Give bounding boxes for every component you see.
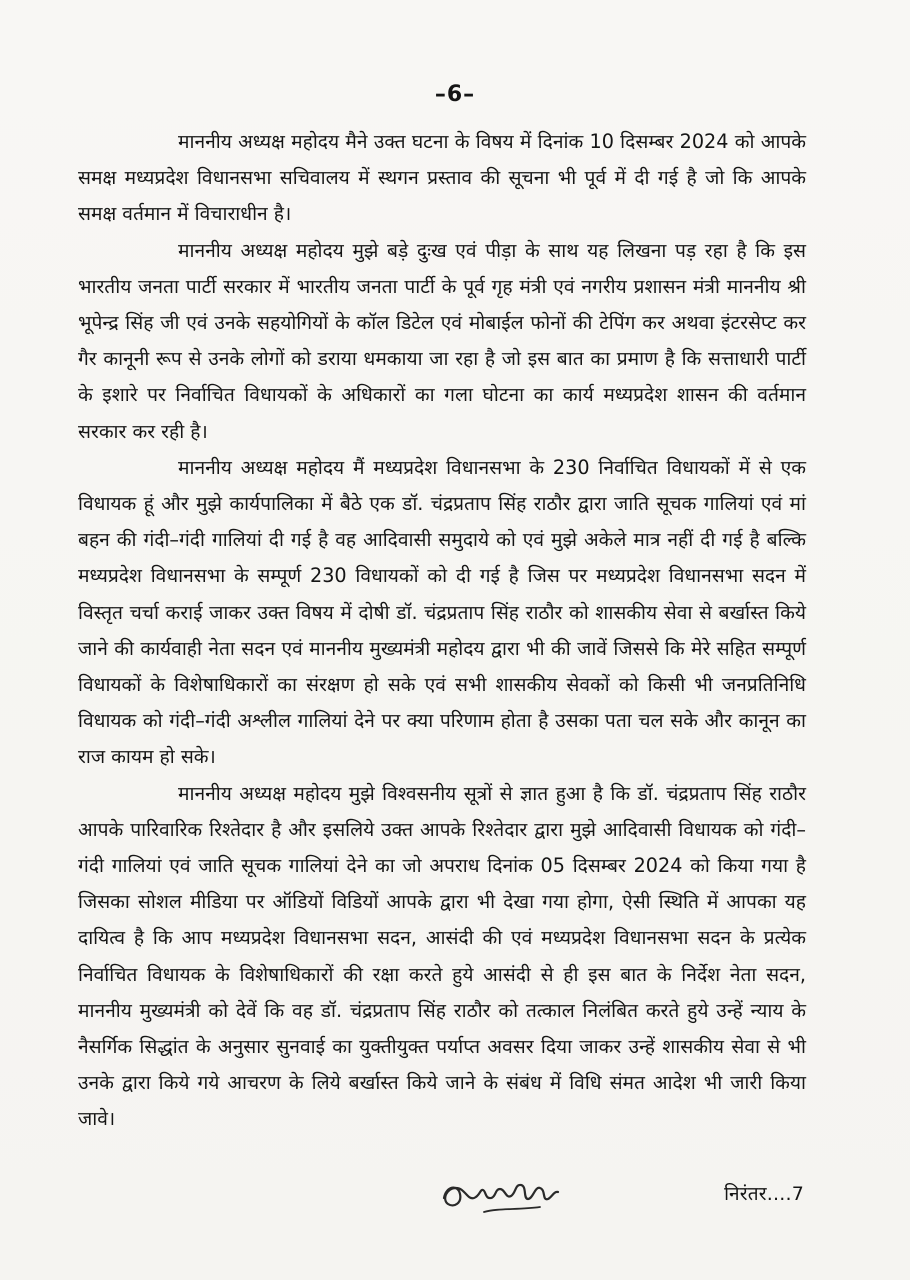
paragraph-abuse-complaint: माननीय अध्यक्ष महोदय मैं मध्यप्रदेश विधानसभा के 230 निर्वाचित विधायकों में से एक विधायक हूं और मुझे कार्यपालिका में बैठे एक डॉ. चंद्रप्रताप सिंह राठौर द्वारा जाति सूचक गालियां एवं मां बहन की गंदी–गंदी गालियां दी गई है वह आदिवासी समुदाये को एवं मुझे अकेले मात्र नहीं दी गई है बल्कि मध्यप्रदेश विधानसभा के सम्पूर्ण 230 विधायकों को दी गई है जिस पर मध्यप्रदेश विधानसभा सदन में विस्तृत चर्चा कराई जाकर उक्त विषय में दोषी डॉ. चंद्रप्रताप सिंह राठौर को शासकीय सेवा से बर्खास्त किये जाने की कार्यवाही नेता सदन एवं माननीय मुख्यमंत्री महोदय द्वारा भी की जावें जिससे कि मेरे सहित सम्पूर्ण विधायकों के विशेषाधिकारों का संरक्षण हो सके एवं सभी शासकीय सेवकों को किसी भी जनप्रतिनिधि विधायक को गंदी–गंदी अश्लील गालियां देने पर क्या परिणाम होता है उसका पता चल सके और कानून का राज कायम हो सके। <box>78 455 806 769</box>
paragraph-phone-tapping: माननीय अध्यक्ष महोदय मुझे बड़े दुःख एवं पीड़ा के साथ यह लिखना पड़ रहा है कि इस भारतीय जनता पार्टी सरकार में भारतीय जनता पार्टी के पूर्व गृह मंत्री एवं नगरीय प्रशासन मंत्री माननीय श्री भूपेन्द्र सिंह जी एवं उनके सहयोगियों के कॉल डिटेल एवं मोबाईल फोनों की टेपिंग कर अथवा इंटरसेप्ट कर गैर कानूनी रूप से उनके लोगों को डराया धमकाया जा रहा है जो इस बात का प्रमाण है कि सत्ताधारी पार्टी के इशारे पर निर्वाचित विधायकों के अधिकारों का गला घोटना का कार्य मध्यप्रदेश शासन की वर्तमान सरकार कर रही है। <box>78 238 806 443</box>
paragraph-suspension-request: माननीय अध्यक्ष महोदय मुझे विश्वसनीय सूत्रों से ज्ञात हुआ है कि डॉ. चंद्रप्रताप सिंह राठौर आपके पारिवारिक रिश्तेदार है और इसलिये उक्त आपके रिश्तेदार द्वारा मुझे आदिवासी विधायक को गंदी–गंदी गालियां एवं जाति सूचक गालियां देने का जो अपराध दिनांक 05 दिसम्बर 2024 को किया गया है जिसका सोशल मीडिया पर ऑडियों विडियों आपके द्वारा भी देखा गया होगा, ऐसी स्थिति में आपका यह दायित्व है कि आप मध्यप्रदेश विधानसभा सदन, आसंदी की एवं मध्यप्रदेश विधानसभा सदन के प्रत्येक निर्वाचित विधायक के विशेषाधिकारों की रक्षा करते हुये आसंदी से ही इस बात के निर्देश नेता सदन, माननीय मुख्यमंत्री को देवें कि वह डॉ. चंद्रप्रताप सिंह राठौर को तत्काल निलंबित करते हुये उन्हें न्याय के नैसर्गिक सिद्धांत के अनुसार सुनवाई का युक्तीयुक्त पर्याप्त अवसर दिया जाकर उन्हें शासकीय सेवा से भी उनके द्वारा किये गये आचरण के लिये बर्खास्त किये जाने के संबंध में विधि संमत आदेश भी जारी किया जावे। <box>78 781 806 1131</box>
letter-body <box>78 124 806 1138</box>
paragraph-adjournment-notice: माननीय अध्यक्ष महोदय मैने उक्त घटना के विषय में दिनांक 10 दिसम्बर 2024 को आपके समक्ष मध्यप्रदेश विधानसभा सचिवालय में स्थगन प्रस्ताव की सूचना भी पूर्व में दी गई है जो कि आपके समक्ष वर्तमान में विचाराधीन है। <box>78 130 806 226</box>
page-number: –6– <box>434 82 476 107</box>
handwritten-signature <box>436 1168 576 1224</box>
continued-note: निरंतर....7 <box>724 1183 804 1205</box>
